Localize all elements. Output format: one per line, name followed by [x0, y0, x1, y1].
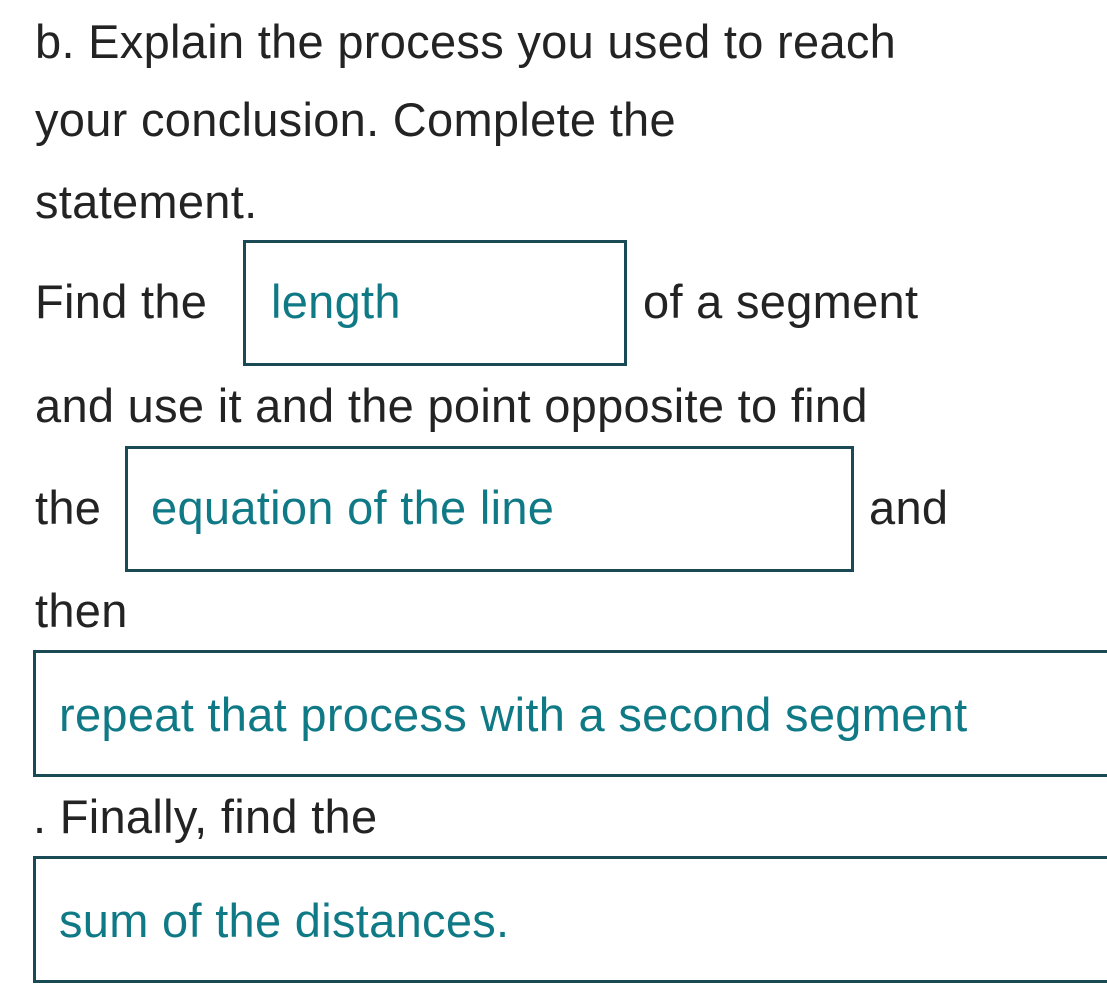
answer-input-4[interactable] — [33, 856, 1107, 983]
answer-input-1[interactable] — [243, 240, 627, 366]
then-label: then — [35, 584, 128, 637]
of-a-segment-label: of a segment — [643, 275, 919, 328]
finally-find-the-label: . Finally, find the — [33, 790, 378, 843]
and-use-it-label: and use it and the point opposite to find — [35, 379, 868, 432]
question-line-3: statement. — [35, 175, 258, 228]
the-label: the — [35, 481, 102, 534]
answer-4-text: sum of the distances. — [59, 894, 510, 947]
answer-1-text: length — [271, 275, 401, 328]
and-label: and — [869, 481, 949, 534]
answer-input-2[interactable] — [125, 446, 854, 572]
question-line-1: b. Explain the process you used to reach — [35, 15, 897, 68]
answer-3-text: repeat that process with a second segment — [59, 688, 968, 741]
question-line-2: your conclusion. Complete the — [35, 93, 676, 146]
find-the-label: Find the — [35, 275, 208, 328]
answer-2-text: equation of the line — [151, 481, 555, 534]
answer-input-3[interactable] — [33, 650, 1107, 777]
